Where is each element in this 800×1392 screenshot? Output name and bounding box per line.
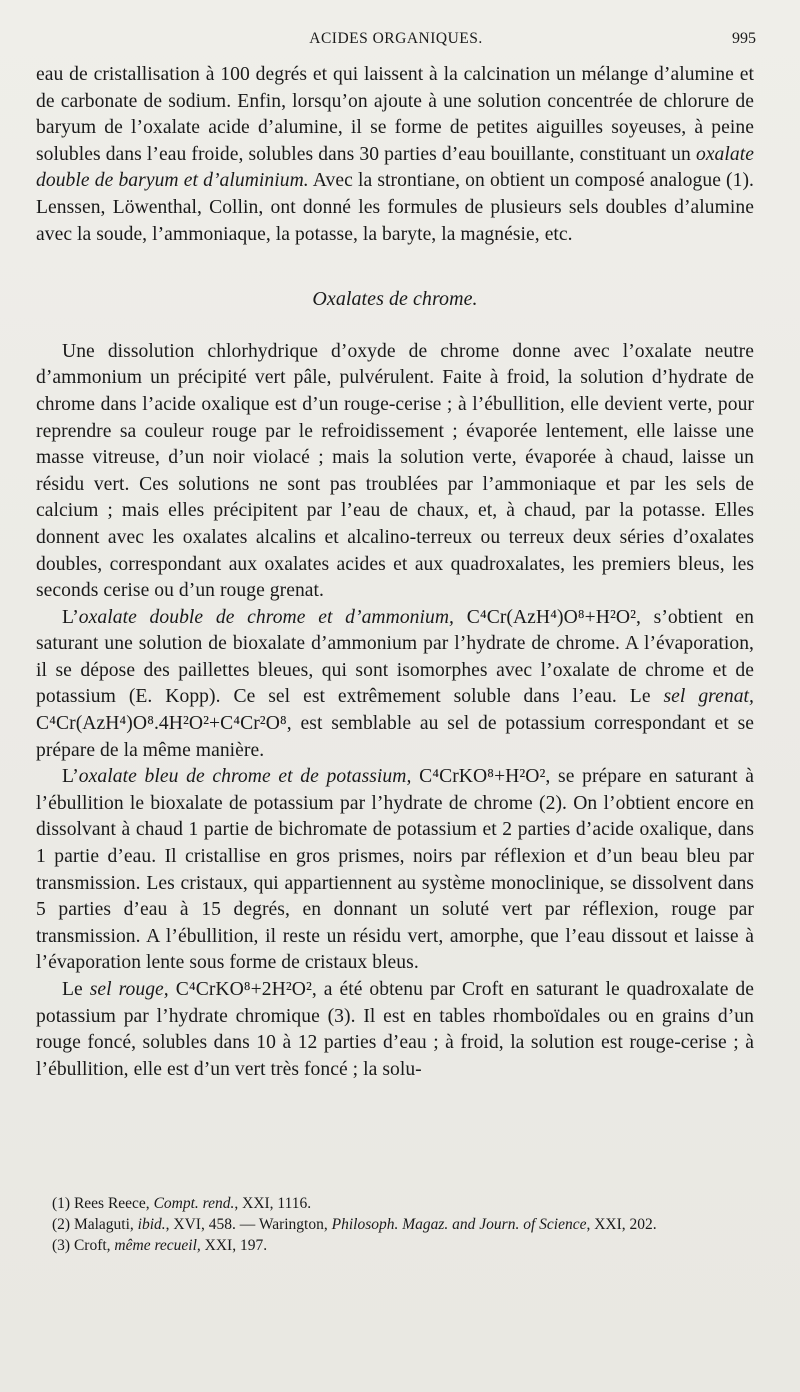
text-run: L’: [62, 606, 79, 628]
text-run: , XXI, 1116.: [234, 1195, 312, 1212]
footnote-2: [36, 1215, 754, 1234]
text-run: Le: [62, 979, 90, 1000]
paragraph-chrome-intro: Une dissolution chlorhydrique d’oxyde de chrome donne avec l’oxalate neutre d’ammonium un précipité vert pâle, pulvérulent. Faite à froid, la solution d’hydrate de chrome dans l’acide oxalique est d’un rouge-cerise ; à l’ébullition, elle devient verte, pour reprendre sa couleur rouge par le refroidissement ; évaporée lentement, elle laisse une masse vitreuse, d’un noir violacé ; mais la solution verte, évaporée à chaud, laisse un résidu vert. Ces solutions ne sont pas troublées par l’ammoniaque et par les sels de calcium ; mais elles précipitent par l’eau de chaux, et, à chaud, par la potasse. Elles donnent avec les oxalates alcalins et alcalino-terreux ou terreux deux séries d’oxalates doubles, correspondant aux oxalates acides et aux quadroxalates, les premiers bleus, les seconds cerise ou d’un rouge grenat.: [36, 340, 754, 602]
paragraph-ammonium-salt: [36, 605, 754, 765]
page-header: [36, 30, 756, 56]
paragraph-red-salt: [36, 977, 754, 1083]
italic-term: sel grenat,: [663, 686, 754, 708]
footnote-3: [36, 1236, 754, 1255]
italic-term: même recueil: [114, 1237, 197, 1254]
text-run: eau de cristallisation à 100 degrés et qui laissent à la calcination un mélange d’alumine et de carbonate de sodium. Enfin, lorsqu’on ajoute à une solution concentrée de chlorure de baryum de l’oxalate acide d’alumine, il se forme de petites aiguilles soyeuses, à peine solubles dans l’eau froide, solubles dans 30 parties d’eau bouillante, constituant un: [36, 64, 754, 165]
page-number: 995: [732, 30, 756, 47]
chemical-formula: C⁴Cr(AzH⁴)O⁸+H²O²: [454, 606, 637, 628]
text-run: , XXI, 197.: [196, 1237, 268, 1254]
italic-term: Philosoph. Magaz. and Journ. of Science: [331, 1216, 587, 1233]
text-run: , XXI, 202.: [586, 1216, 657, 1233]
italic-term: Compt. rend.: [153, 1195, 235, 1212]
running-title: ACIDES ORGANIQUES.: [309, 30, 483, 47]
body-text: [36, 62, 754, 1083]
paragraph-potassium-salt: [36, 764, 754, 977]
text-run: , a été obtenu par Croft en saturant le quadroxalate de potassium par l’hydrate chromique (3). Il est en tables rhomboïdales ou en grains d’un rouge foncé, solubles dans 10 à 12 parties d’eau ; à froid, la solution est rouge-cerise ; à l’ébullition, elle est d’un vert très foncé ; la solu-: [36, 979, 754, 1080]
footnotes: [36, 1194, 754, 1257]
chemical-formula: C⁴CrKO⁸+H²O²: [411, 766, 546, 788]
text-run: (1) Rees Reece,: [52, 1195, 154, 1212]
italic-term: oxalate bleu de chrome et de potassium,: [78, 766, 412, 788]
italic-term: oxalate double de chrome et d’ammonium,: [78, 606, 454, 628]
text-run: Avec la strontiane, on obtient un composé analogue (1). Lenssen, Löwenthal, Collin, ont donné les formules de plusieurs sels doubles d’alumine avec la soude, l’ammoniaque, la potasse, la baryte, la magnésie, etc.: [36, 170, 755, 245]
text-run: (2) Malaguti,: [52, 1216, 138, 1233]
chemical-formula: C⁴Cr(AzH⁴)O⁸.4H²O²+C⁴Cr²O⁸: [36, 713, 287, 735]
text-run: (3) Croft,: [52, 1237, 115, 1254]
text-run: , est semblable au sel de potassium correspondant et se prépare de la même manière.: [36, 713, 754, 761]
footnote-1: [36, 1194, 754, 1213]
text-run: , s’obtient en saturant une solution de bioxalate d’ammonium par l’hydrate de chrome. A l’évaporation, il se dépose des paillettes bleues, qui sont isomorphes avec l’oxalate de chrome et de potassium (E. Kopp). Ce sel est extrêmement soluble dans l’eau. Le: [36, 606, 754, 708]
text-run: L’: [62, 766, 79, 788]
text-run: , se prépare en saturant à l’ébullition le bioxalate de potassium par l’hydrate de chrome (2). On l’obtient encore en dissolvant à chaud 1 partie de bichromate de potassium et 2 parties d’acide oxalique, dans 1 partie d’eau. Il cristallise en gros prismes, noirs par réflexion et d’un beau bleu par transmission. Les cristaux, qui appartiennent au système monoclinique, se dissolvent dans 5 parties d’eau à 15 degrés, en donnant un soluté vert par réflexion, rouge par transmission. A l’ébullition, il reste un résidu vert, amorphe, que l’eau dissout et laisse à l’évaporation lente sous forme de cristaux bleus.: [36, 766, 754, 974]
paragraph-alumine-continuation: [36, 62, 754, 248]
italic-term: sel rouge,: [89, 979, 169, 1000]
text-run: , XVI, 458. — Warington,: [165, 1216, 332, 1233]
italic-term: ibid.: [137, 1216, 166, 1233]
chemical-formula: C⁴CrKO⁸+2H²O²: [168, 979, 312, 1000]
section-heading: Oxalates de chrome.: [312, 288, 478, 311]
italic-term: oxalate double de baryum et d’aluminium.: [36, 143, 754, 192]
